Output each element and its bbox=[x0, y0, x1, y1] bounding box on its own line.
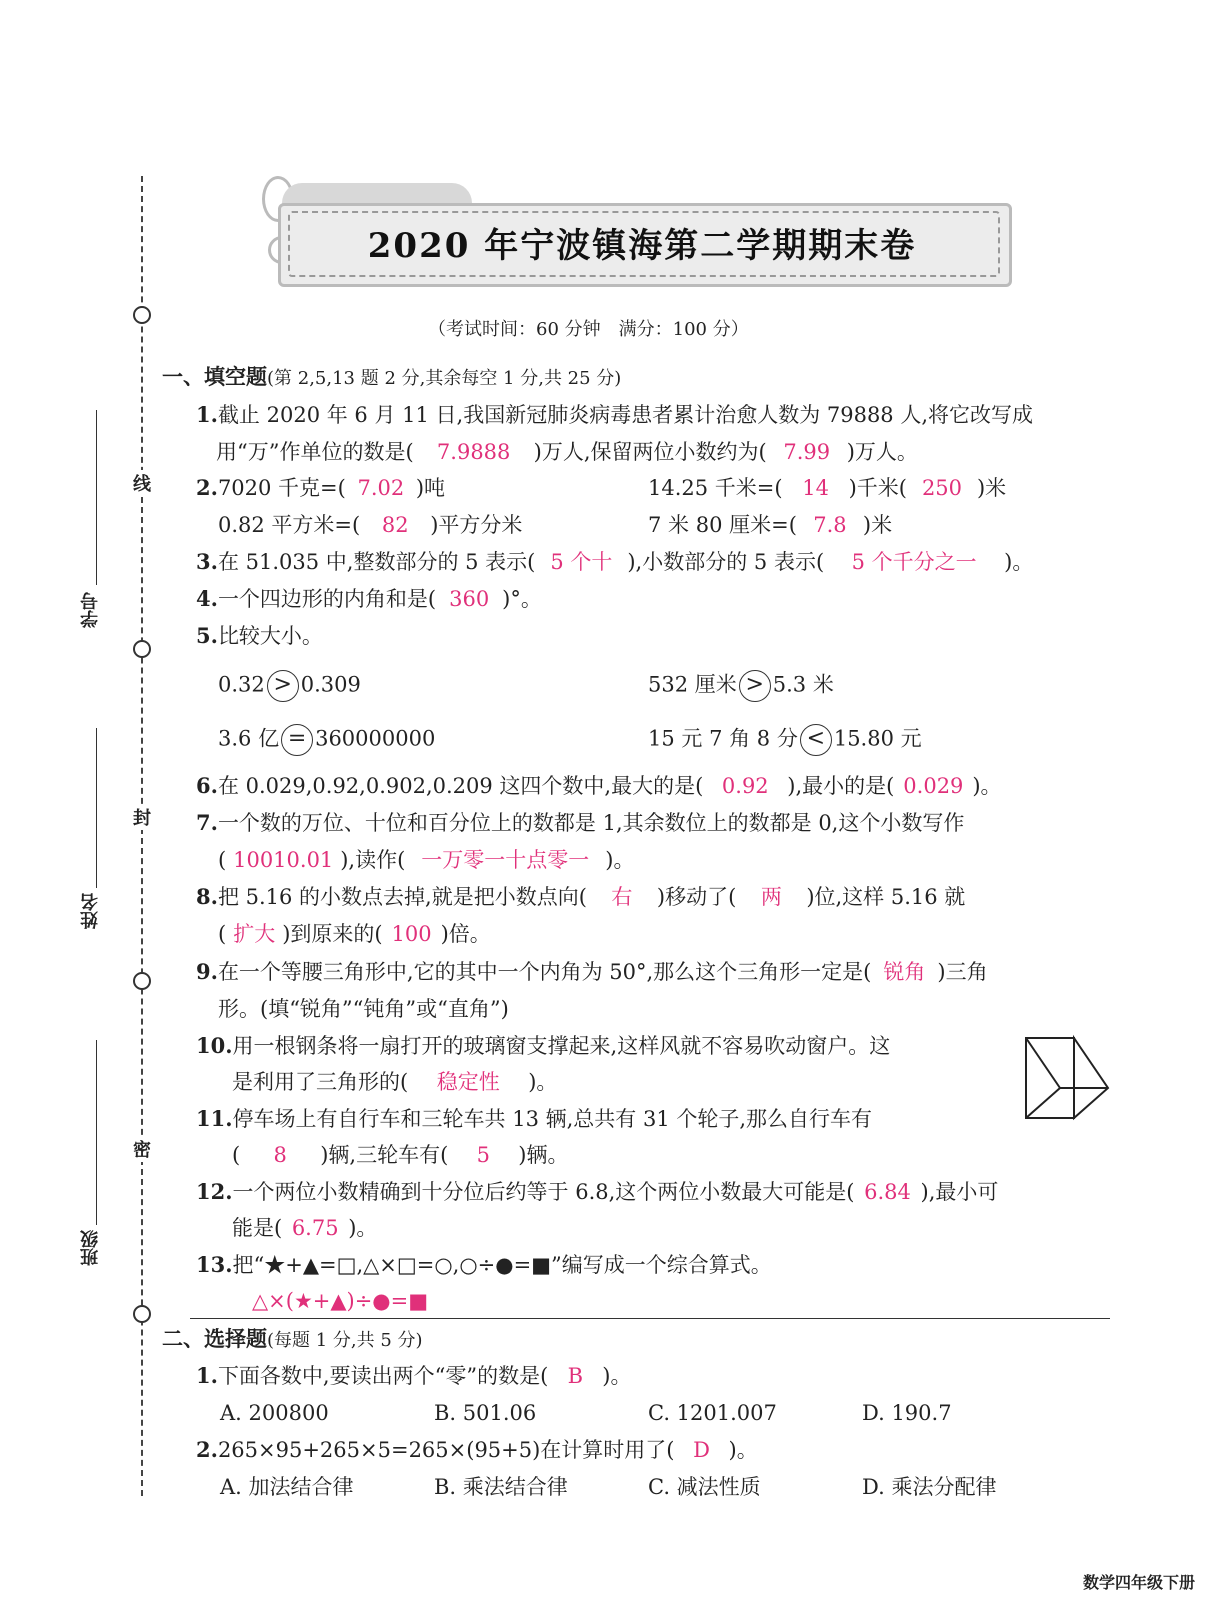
q13-answer-line bbox=[252, 1287, 428, 1315]
q3-line bbox=[196, 548, 1033, 576]
q2-text: )米 bbox=[862, 513, 893, 537]
q5-compare-3 bbox=[218, 724, 435, 756]
q8-number: 8. bbox=[196, 884, 218, 909]
q5-right: 15.80 元 bbox=[833, 726, 922, 751]
s2-q2-option-d[interactable]: D. 乘法分配律 bbox=[862, 1475, 997, 1499]
q2-text: 0.82 平方米=( bbox=[218, 513, 361, 537]
q13-number: 13. bbox=[196, 1252, 233, 1277]
q4-answer[interactable]: 360 bbox=[449, 587, 490, 611]
class-blank[interactable] bbox=[96, 1040, 97, 1225]
q2-line2b bbox=[648, 511, 892, 539]
q2-line1a bbox=[196, 474, 445, 502]
q8-text: 把 5.16 的小数点去掉,就是把小数点向( bbox=[217, 885, 587, 909]
q7-line2 bbox=[218, 846, 634, 874]
q6-text: ),最小的是( bbox=[787, 774, 895, 798]
q5-sign-circle[interactable]: > bbox=[267, 670, 299, 702]
q13-answer[interactable]: △×(★+▲)÷●=■ bbox=[252, 1289, 429, 1313]
q2-answer-a[interactable]: 7.02 bbox=[357, 476, 405, 500]
q2-text: )吨 bbox=[415, 476, 446, 500]
s2-q1-option-b[interactable]: B. 501.06 bbox=[434, 1401, 537, 1425]
section-divider bbox=[190, 1318, 1110, 1319]
q1-line1 bbox=[196, 401, 1033, 429]
q10-line2 bbox=[232, 1068, 557, 1096]
q4-text: 一个四边形的内角和是( bbox=[217, 587, 437, 611]
section2-title: 二、选择题 bbox=[162, 1326, 267, 1351]
q8-text: )移动了( bbox=[656, 885, 737, 909]
binding-dashed-line bbox=[141, 176, 143, 1496]
q3-text: ),小数部分的 5 表示( bbox=[627, 550, 825, 574]
binding-hole bbox=[133, 972, 151, 990]
exam-info: （考试时间：60 分钟 满分：100 分） bbox=[428, 319, 749, 340]
q6-text: 在 0.029,0.92,0.902,0.209 这四个数中,最大的是( bbox=[217, 774, 704, 798]
binding-mark-sealed: 密 bbox=[133, 1136, 151, 1162]
q5-text: 比较大小。 bbox=[217, 624, 323, 648]
footer-book-title: 数学四年级下册 bbox=[1082, 1573, 1195, 1592]
student-no-label: 学号 bbox=[80, 592, 101, 628]
q7-text: )。 bbox=[605, 848, 635, 872]
q5-left: 532 厘米 bbox=[648, 672, 737, 697]
q12-line1 bbox=[196, 1178, 998, 1206]
q12-text: 一个两位小数精确到十分位后约等于 6.8,这个两位小数最大可能是( bbox=[232, 1180, 855, 1204]
q2-answer-b1[interactable]: 14 bbox=[802, 476, 829, 500]
s2-q2-option-c[interactable]: C. 减法性质 bbox=[648, 1475, 761, 1499]
s2-q1-answer[interactable]: B bbox=[567, 1364, 583, 1388]
binding-hole bbox=[133, 640, 151, 658]
q5-left: 0.32 bbox=[218, 672, 265, 697]
q13-line1 bbox=[196, 1251, 772, 1279]
q12-answer-1[interactable]: 6.84 bbox=[864, 1180, 911, 1204]
q5-line bbox=[196, 622, 323, 650]
q1-answer-1[interactable]: 7.9888 bbox=[436, 440, 511, 464]
q8-text: )倍。 bbox=[440, 922, 491, 946]
s2-q2-text: 265×95+265×5=265×(95+5)在计算时用了( bbox=[217, 1438, 675, 1462]
q5-right: 0.309 bbox=[300, 672, 361, 697]
q2-answer-c[interactable]: 82 bbox=[381, 513, 409, 537]
section1-title: 一、填空题 bbox=[162, 364, 267, 389]
s2-q2-option-a[interactable]: A. 加法结合律 bbox=[220, 1475, 354, 1499]
q5-compare-4 bbox=[648, 724, 922, 756]
q1-line2 bbox=[216, 438, 918, 466]
q3-text: 在 51.035 中,整数部分的 5 表示( bbox=[217, 550, 536, 574]
q2-text: )平方分米 bbox=[430, 513, 523, 537]
binding-mark-line: 线 bbox=[133, 470, 151, 496]
s2-q2-answer[interactable]: D bbox=[693, 1438, 710, 1462]
q5-sign-circle[interactable]: > bbox=[739, 670, 771, 702]
binding-mark-seal: 封 bbox=[133, 804, 151, 830]
q10-answer[interactable]: 稳定性 bbox=[436, 1070, 500, 1094]
q1-text: )万人。 bbox=[846, 440, 918, 464]
q12-text: 能是( bbox=[232, 1216, 283, 1240]
q11-line1 bbox=[196, 1105, 872, 1133]
s2-q2-text: )。 bbox=[728, 1438, 758, 1462]
q13-text: 把“★+▲=□,△×□=○,○÷●=■”编写成一个综合算式。 bbox=[232, 1253, 772, 1277]
q4-text: )°。 bbox=[502, 587, 542, 611]
q9-line2 bbox=[218, 995, 509, 1023]
q5-sign-circle[interactable]: < bbox=[800, 724, 832, 756]
q7-number: 7. bbox=[196, 810, 218, 835]
q11-answer-1[interactable]: 8 bbox=[273, 1143, 287, 1167]
q5-compare-2 bbox=[648, 670, 834, 702]
q5-compare-1 bbox=[218, 670, 361, 702]
student-no-blank[interactable] bbox=[96, 410, 97, 585]
q11-text: )辆,三轮车有( bbox=[320, 1143, 449, 1167]
q8-text: )到原来的( bbox=[282, 922, 383, 946]
name-label: 姓名 bbox=[80, 893, 101, 929]
class-label: 班级 bbox=[80, 1230, 101, 1266]
q1-number: 1. bbox=[196, 402, 218, 427]
q2-line1b bbox=[648, 474, 1006, 502]
q5-number: 5. bbox=[196, 623, 218, 648]
q9-number: 9. bbox=[196, 959, 218, 984]
q5-left: 3.6 亿 bbox=[218, 726, 280, 751]
q3-answer-1[interactable]: 5 个十 bbox=[550, 550, 613, 574]
binding-hole bbox=[133, 306, 151, 324]
q5-right: 360000000 bbox=[315, 726, 436, 751]
q2-text: 7 米 80 厘米=( bbox=[648, 513, 797, 537]
q8-answer-1[interactable]: 右 bbox=[611, 885, 633, 909]
q8-answer-2[interactable]: 两 bbox=[760, 885, 782, 909]
q2-answer-d[interactable]: 7.8 bbox=[813, 513, 847, 537]
q6-number: 6. bbox=[196, 773, 218, 798]
q2-text: 14.25 千米=( bbox=[648, 476, 783, 500]
q10-text: )。 bbox=[528, 1070, 558, 1094]
q8-text: ( bbox=[218, 922, 227, 946]
q6-line bbox=[196, 772, 1002, 800]
s2-q2-option-b[interactable]: B. 乘法结合律 bbox=[434, 1475, 568, 1499]
s2-q1-number: 1. bbox=[196, 1363, 218, 1388]
q9-text: 在一个等腰三角形中,它的其中一个内角为 50°,那么这个三角形一定是( bbox=[217, 960, 872, 984]
q7-answer-1[interactable]: 10010.01 bbox=[233, 848, 334, 872]
section2-header bbox=[162, 1325, 423, 1355]
q10-line1 bbox=[196, 1032, 890, 1060]
q12-text: )。 bbox=[348, 1216, 378, 1240]
q9-answer[interactable]: 锐角 bbox=[883, 960, 926, 984]
q1-answer-2[interactable]: 7.99 bbox=[783, 440, 831, 464]
q2-line2a bbox=[218, 511, 522, 539]
q8-line2 bbox=[218, 920, 491, 948]
section1-header bbox=[162, 363, 621, 393]
q10-number: 10. bbox=[196, 1033, 233, 1058]
q12-number: 12. bbox=[196, 1179, 233, 1204]
q3-text: )。 bbox=[1004, 550, 1034, 574]
window-support-figure bbox=[1022, 1032, 1112, 1122]
q7-text: ),读作( bbox=[340, 848, 406, 872]
s2-q1-option-c[interactable]: C. 1201.007 bbox=[648, 1401, 777, 1425]
q3-number: 3. bbox=[196, 549, 218, 574]
q9-text: )三角 bbox=[937, 960, 988, 984]
q9-line1 bbox=[196, 958, 988, 986]
q11-answer-2[interactable]: 5 bbox=[476, 1143, 490, 1167]
q5-left: 15 元 7 角 8 分 bbox=[648, 726, 798, 751]
q1-text: 用“万”作单位的数是( bbox=[216, 440, 414, 464]
q6-answer-2[interactable]: 0.029 bbox=[903, 774, 964, 798]
q2-number: 2. bbox=[196, 475, 218, 500]
s2-q2-line bbox=[196, 1436, 758, 1464]
q12-answer-2[interactable]: 6.75 bbox=[291, 1216, 339, 1240]
q7-answer-2[interactable]: 一万零一十点零一 bbox=[421, 848, 590, 872]
q7-text: 一个数的万位、十位和百分位上的数都是 1,其余数位上的数都是 0,这个小数写作 bbox=[217, 811, 965, 835]
q11-text: 停车场上有自行车和三轮车共 13 辆,总共有 31 个轮子,那么自行车有 bbox=[232, 1107, 873, 1131]
q11-text: ( bbox=[232, 1143, 241, 1167]
q10-text: 用一根钢条将一扇打开的玻璃窗支撑起来,这样风就不容易吹动窗户。这 bbox=[232, 1034, 891, 1058]
q4-number: 4. bbox=[196, 586, 218, 611]
s2-q1-option-d[interactable]: D. 190.7 bbox=[862, 1401, 952, 1425]
q6-answer-1[interactable]: 0.92 bbox=[721, 774, 769, 798]
section1-note: (第 2,5,13 题 2 分,其余每空 1 分,共 25 分) bbox=[267, 368, 622, 389]
q8-answer-3[interactable]: 扩大 bbox=[233, 922, 276, 946]
s2-q1-option-a[interactable]: A. 200800 bbox=[220, 1401, 329, 1425]
q12-line2 bbox=[232, 1214, 377, 1242]
binding-hole bbox=[133, 1305, 151, 1323]
q11-text: )辆。 bbox=[518, 1143, 569, 1167]
q6-text: )。 bbox=[972, 774, 1002, 798]
section2-note: (每题 1 分,共 5 分) bbox=[267, 1330, 423, 1351]
s2-q2-number: 2. bbox=[196, 1437, 218, 1462]
q2-answer-b2[interactable]: 250 bbox=[921, 476, 963, 500]
q2-text: )米 bbox=[976, 476, 1007, 500]
s2-q1-text: 下面各数中,要读出两个“零”的数是( bbox=[217, 1364, 549, 1388]
q1-text: 截止 2020 年 6 月 11 日,我国新冠肺炎病毒患者累计治愈人数为 79888 人,将它改写成 bbox=[217, 403, 1034, 427]
q9-text: 形。(填“锐角”“钝角”或“直角”) bbox=[218, 997, 509, 1021]
q8-text: )位,这样 5.16 就 bbox=[806, 885, 966, 909]
q2-text: )千米( bbox=[848, 476, 907, 500]
q3-answer-2[interactable]: 5 个千分之一 bbox=[851, 550, 977, 574]
s2-q1-text: )。 bbox=[602, 1364, 632, 1388]
page-title: 2020 年宁波镇海第二学期期末卷 bbox=[367, 226, 917, 266]
q5-sign-circle[interactable]: = bbox=[281, 724, 313, 756]
q10-text: 是利用了三角形的( bbox=[232, 1070, 409, 1094]
q12-text: ),最小可 bbox=[920, 1180, 999, 1204]
q5-right: 5.3 米 bbox=[772, 672, 834, 697]
q1-text: )万人,保留两位小数约为( bbox=[533, 440, 767, 464]
q7-line1 bbox=[196, 809, 964, 837]
q7-text: ( bbox=[218, 848, 227, 872]
q11-line2 bbox=[232, 1141, 568, 1169]
q11-number: 11. bbox=[196, 1106, 233, 1131]
q8-answer-4[interactable]: 100 bbox=[391, 922, 432, 946]
name-blank[interactable] bbox=[96, 728, 97, 888]
q8-line1 bbox=[196, 883, 965, 911]
q2-text: 7020 千克=( bbox=[217, 476, 346, 500]
q4-line bbox=[196, 585, 542, 613]
s2-q1-line bbox=[196, 1362, 631, 1390]
